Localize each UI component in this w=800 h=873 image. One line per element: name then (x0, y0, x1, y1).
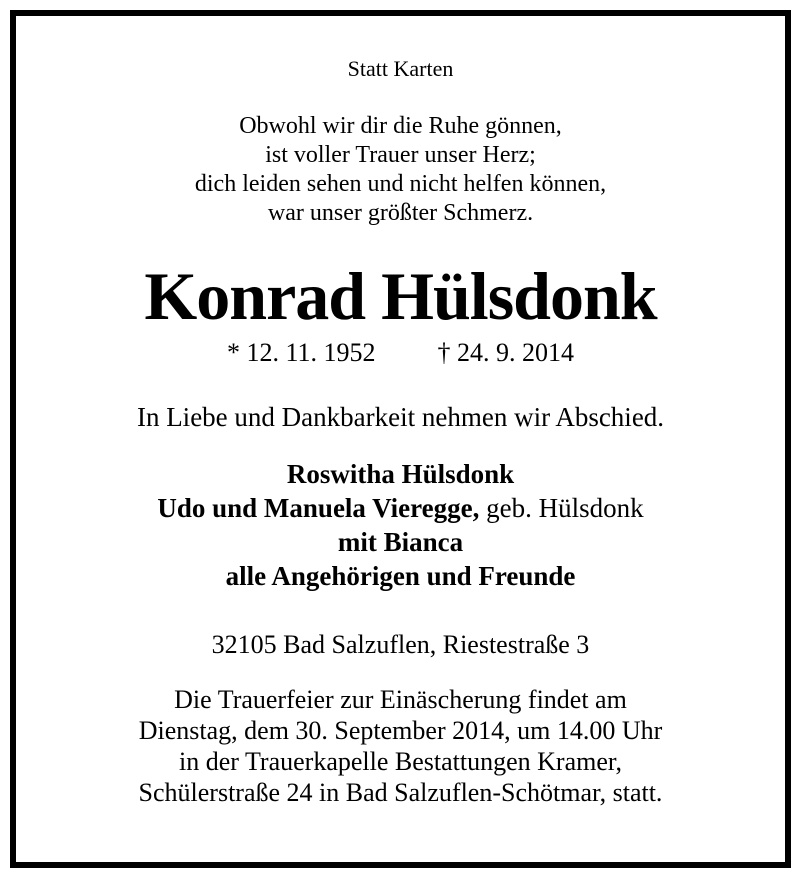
death-date: † 24. 9. 2014 (437, 338, 575, 367)
header-statt-karten: Statt Karten (347, 56, 454, 81)
birth-date: * 12. 11. 1952 (226, 338, 376, 367)
address: 32105 Bad Salzuflen, Riestestraße 3 (211, 630, 590, 659)
poem-line: war unser größter Schmerz. (267, 200, 534, 226)
poem-line: Obwohl wir dir die Ruhe gönnen, (239, 113, 562, 139)
farewell-text: In Liebe und Dankbarkeit nehmen wir Abschied. (136, 402, 665, 432)
service-line: in der Trauerkapelle Bestattungen Kramer, (179, 747, 622, 776)
obituary-notice (10, 10, 791, 868)
service-line: Die Trauerfeier zur Einäscherung findet am (174, 685, 627, 714)
poem-line: dich leiden sehen und nicht helfen können, (194, 171, 607, 197)
maiden-name: geb. Hülsdonk (486, 493, 644, 523)
mourner-line: Roswitha Hülsdonk (286, 459, 515, 489)
mourner-line (16, 491, 785, 525)
service-line: Schülerstraße 24 in Bad Salzuflen-Schötmar, statt. (138, 778, 663, 807)
mourner-names: Udo und Manuela Vieregge, (157, 493, 480, 523)
mourner-line: alle Angehörigen und Freunde (225, 561, 576, 591)
life-dates (16, 338, 785, 368)
poem-line: ist voller Trauer unser Herz; (265, 142, 536, 168)
service-line: Dienstag, dem 30. September 2014, um 14.00 Uhr (138, 716, 663, 745)
mourner-line: mit Bianca (337, 527, 464, 557)
deceased-name: Konrad Hülsdonk (144, 258, 657, 334)
